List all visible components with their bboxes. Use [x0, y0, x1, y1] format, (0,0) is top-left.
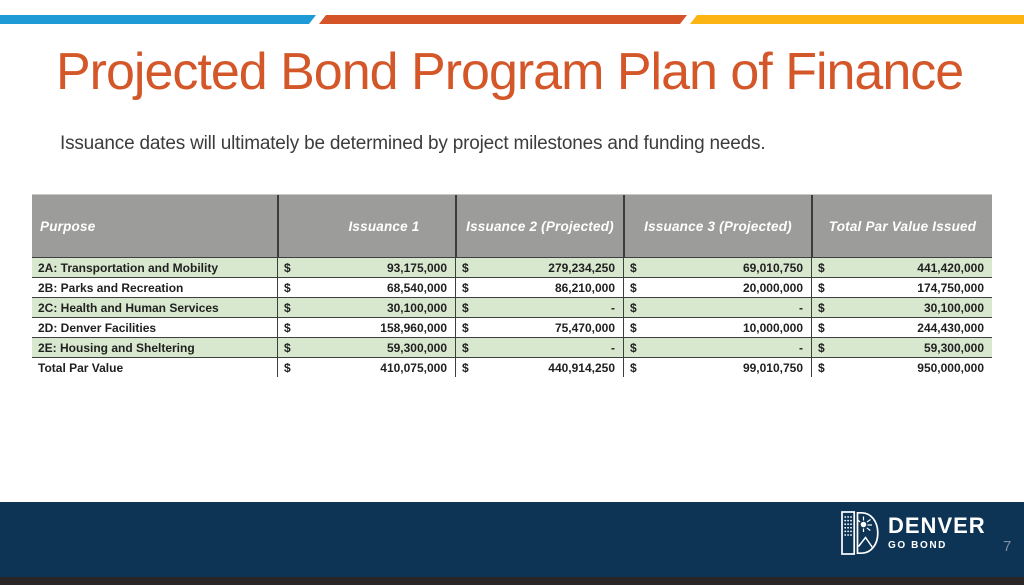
issuance3-cell [623, 318, 811, 337]
issuance1-cell [277, 318, 455, 337]
column-header-issuance-2: Issuance 2 (Projected) [455, 195, 623, 257]
currency-symbol: $ [818, 260, 825, 275]
purpose-cell: 2B: Parks and Recreation [38, 280, 184, 295]
issuance2-cell [455, 278, 623, 297]
column-header-purpose: Purpose [40, 218, 96, 234]
table-header-row [32, 195, 992, 257]
accent-orange-segment [319, 15, 687, 24]
column-header-issuance-1: Issuance 1 [277, 195, 455, 257]
issuance3-cell [623, 258, 811, 277]
table-row-2e [32, 337, 992, 357]
currency-symbol: $ [818, 320, 825, 335]
currency-symbol: $ [630, 320, 637, 335]
amount-value: 20,000,000 [742, 280, 803, 295]
amount-value: - [799, 300, 803, 315]
total-cell [811, 358, 992, 377]
purpose-cell: 2A: Transportation and Mobility [38, 260, 219, 275]
amount-value: 950,000,000 [917, 360, 984, 375]
column-header-total-par-value: Total Par Value Issued [811, 195, 992, 257]
logo-denver-label: DENVER [888, 513, 986, 538]
amount-value: - [799, 340, 803, 355]
total-cell [811, 298, 992, 317]
issuance1-cell [277, 258, 455, 277]
issuance1-cell [277, 358, 455, 377]
amount-value: 158,960,000 [380, 320, 447, 335]
currency-symbol: $ [818, 360, 825, 375]
amount-value: 69,010,750 [742, 260, 803, 275]
currency-symbol: $ [462, 360, 469, 375]
amount-value: 30,100,000 [923, 300, 984, 315]
currency-symbol: $ [630, 300, 637, 315]
issuance1-cell [277, 278, 455, 297]
purpose-cell: Total Par Value [38, 360, 124, 375]
amount-value: 59,300,000 [923, 340, 984, 355]
logo-text [888, 515, 986, 551]
finance-table [32, 194, 992, 377]
amount-value: - [611, 340, 615, 355]
purpose-cell: 2C: Health and Human Services [38, 300, 219, 315]
currency-symbol: $ [284, 300, 291, 315]
issuance2-cell [455, 358, 623, 377]
issuance2-cell [455, 298, 623, 317]
amount-value: 174,750,000 [917, 280, 984, 295]
logo-go-bond-label: GO BOND [888, 540, 947, 551]
amount-value: 441,420,000 [917, 260, 984, 275]
amount-value: 410,075,000 [380, 360, 447, 375]
amount-value: 440,914,250 [548, 360, 615, 375]
table-row-total [32, 357, 992, 377]
issuance3-cell [623, 358, 811, 377]
total-cell [811, 338, 992, 357]
issuance3-cell [623, 278, 811, 297]
subtitle-text: Issuance dates will ultimately be determined by project milestones and funding needs. [60, 133, 766, 154]
total-cell [811, 258, 992, 277]
issuance2-cell [455, 258, 623, 277]
currency-symbol: $ [462, 260, 469, 275]
currency-symbol: $ [284, 340, 291, 355]
total-cell [811, 278, 992, 297]
table-row-2d [32, 317, 992, 337]
currency-symbol: $ [462, 340, 469, 355]
footer-bar [0, 502, 1024, 577]
page-title: Projected Bond Program Plan of Finance [56, 43, 964, 101]
amount-value: - [611, 300, 615, 315]
currency-symbol: $ [284, 280, 291, 295]
currency-symbol: $ [284, 360, 291, 375]
amount-value: 86,210,000 [554, 280, 615, 295]
column-header-issuance-3: Issuance 3 (Projected) [623, 195, 811, 257]
amount-value: 279,234,250 [548, 260, 615, 275]
currency-symbol: $ [630, 340, 637, 355]
currency-symbol: $ [284, 320, 291, 335]
amount-value: 30,100,000 [386, 300, 447, 315]
issuance2-cell [455, 318, 623, 337]
currency-symbol: $ [630, 260, 637, 275]
issuance2-cell [455, 338, 623, 357]
table-row-2b [32, 277, 992, 297]
currency-symbol: $ [818, 340, 825, 355]
currency-symbol: $ [630, 360, 637, 375]
purpose-cell: 2E: Housing and Sheltering [38, 340, 195, 355]
top-accent-bar [0, 15, 1024, 24]
amount-value: 93,175,000 [386, 260, 447, 275]
amount-value: 59,300,000 [386, 340, 447, 355]
page-number: 7 [1003, 538, 1012, 555]
issuance3-cell [623, 298, 811, 317]
table-row-2a [32, 257, 992, 277]
currency-symbol: $ [462, 300, 469, 315]
amount-value: 75,470,000 [554, 320, 615, 335]
table-row-2c [32, 297, 992, 317]
currency-symbol: $ [818, 280, 825, 295]
issuance3-cell [623, 338, 811, 357]
accent-yellow-segment [690, 15, 1024, 24]
amount-value: 10,000,000 [742, 320, 803, 335]
purpose-cell: 2D: Denver Facilities [38, 320, 157, 335]
currency-symbol: $ [818, 300, 825, 315]
total-cell [811, 318, 992, 337]
accent-blue-segment [0, 15, 316, 24]
currency-symbol: $ [462, 280, 469, 295]
issuance1-cell [277, 338, 455, 357]
bottom-strip [0, 577, 1024, 585]
amount-value: 99,010,750 [742, 360, 803, 375]
denver-logo-icon [841, 511, 879, 555]
amount-value: 244,430,000 [917, 320, 984, 335]
amount-value: 68,540,000 [386, 280, 447, 295]
currency-symbol: $ [284, 260, 291, 275]
denver-go-bond-logo [841, 511, 986, 555]
currency-symbol: $ [462, 320, 469, 335]
currency-symbol: $ [630, 280, 637, 295]
issuance1-cell [277, 298, 455, 317]
